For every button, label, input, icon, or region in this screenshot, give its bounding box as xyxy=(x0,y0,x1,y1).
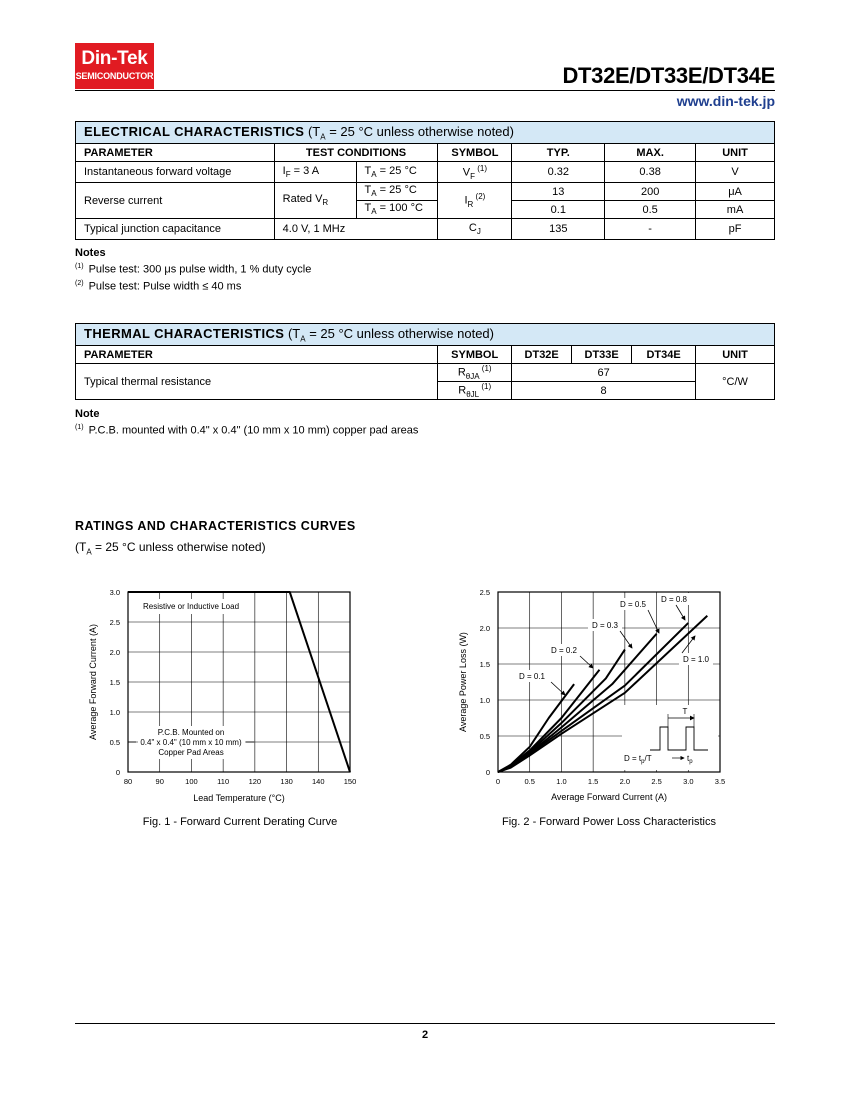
electrical-characteristics-table xyxy=(75,121,775,240)
fig1-annotation-pcb-line3: Copper Pad Areas xyxy=(158,748,224,757)
note-item: $^{(1)}$ Pulse test: 300 μs pulse width, 1 % duty cycle xyxy=(75,263,312,276)
fig2-label-d05: D = 0.5 xyxy=(619,600,647,609)
y-tick-label: 1.0 xyxy=(109,708,120,717)
x-tick-label: 3.0 xyxy=(683,777,694,786)
note-item: $^{(2)}$ Pulse test: Pulse width ≤ 40 ms xyxy=(75,279,242,293)
notes-heading: Notes xyxy=(75,247,106,259)
x-tick-label: 2.5 xyxy=(651,777,662,786)
y-tick-label: 2.5 xyxy=(479,588,490,597)
curves-section-subtitle: ($T_A = 25$ °C unless otherwise noted) xyxy=(75,540,266,557)
fig2-inset-tp-label: $t_p$ xyxy=(687,754,693,765)
fig1-annotation-pcb-line2: 0.4" x 0.4" (10 mm x 10 mm) xyxy=(140,738,242,747)
y-tick-label: 1.5 xyxy=(109,678,120,687)
y-tick-label: 1.0 xyxy=(479,696,490,705)
x-tick-label: 0 xyxy=(495,777,501,786)
fig2-label-d03: D = 0.3 xyxy=(591,621,619,630)
header-divider xyxy=(75,90,775,91)
thermal-table-header: PARAMETER SYMBOL DT32E DT33E DT34E UNIT xyxy=(76,346,775,364)
x-tick-label: 100 xyxy=(185,777,198,786)
note-item: $^{(1)}$ P.C.B. mounted with 0.4" x 0.4" (10 mm x 10 mm) copper pad areas xyxy=(75,424,419,437)
fig2-label-d08: D = 0.8 xyxy=(660,595,688,604)
y-tick-label: 1.5 xyxy=(479,660,490,669)
logo-wordmark: Din-Tek xyxy=(81,48,148,69)
x-tick-label: 2.0 xyxy=(619,777,631,786)
electrical-table-title: ELECTRICAL CHARACTERISTICS ($T_A = 25$ °C unless otherwise noted) xyxy=(76,122,775,144)
table-row: $T_A = 100$ °C 0.1 0.5 mA xyxy=(76,201,775,219)
page-number: 2 xyxy=(421,1029,429,1041)
fig2-caption: Fig. 2 - Forward Power Loss Characteristics xyxy=(502,816,716,828)
fig1-x-axis-label: Lead Temperature (°C) xyxy=(193,793,285,803)
fig2-inset-period-label: T xyxy=(682,707,688,716)
table-row: Reverse current Rated $V_R$ $T_A = 25$ °C $I_R$ $^{(2)}$ 13 200 μA xyxy=(76,183,775,201)
x-tick-label: 110 xyxy=(217,777,230,786)
y-tick-label: 2.0 xyxy=(109,648,120,657)
x-tick-label: 1.5 xyxy=(587,777,599,786)
x-tick-label: 1.0 xyxy=(556,777,567,786)
series-line-1 xyxy=(498,670,599,772)
table-row: $R_{\theta JL}$ $^{(1)}$ 8 xyxy=(76,382,775,400)
company-logo xyxy=(75,43,154,89)
fig1-annotation-pcb-line1: P.C.B. Mounted on xyxy=(157,728,225,737)
electrical-table-header: PARAMETER TEST CONDITIONS SYMBOL TYP. MAX. UNIT xyxy=(76,144,775,162)
fig2-inset xyxy=(622,705,718,770)
thermal-notes xyxy=(75,407,418,438)
table-row: Instantaneous forward voltage $I_F = 3$ A $T_A = 25$ °C $V_F$ $^{(1)}$ 0.32 0.38 V xyxy=(76,162,775,183)
y-tick-label: 0.5 xyxy=(479,732,490,741)
x-tick-label: 140 xyxy=(312,777,325,786)
x-tick-label: 3.5 xyxy=(714,777,726,786)
fig2-label-d10: D = 1.0 xyxy=(682,655,710,664)
fig1-annotation-load: Resistive or Inductive Load xyxy=(142,602,240,611)
fig2-power-loss-chart xyxy=(450,580,740,810)
series-line-0 xyxy=(498,684,574,772)
thermal-characteristics-table xyxy=(75,323,775,400)
y-tick-label: 2.5 xyxy=(109,618,120,627)
fig2-inset-duty-label: $D = t_p/T$ xyxy=(624,754,652,765)
fig1-y-axis-label: Average Forward Current (A) xyxy=(88,624,98,740)
part-number-title: DT32E/DT33E/DT34E xyxy=(562,63,775,88)
fig2-label-d01: D = 0.1 xyxy=(518,672,546,681)
x-tick-label: 150 xyxy=(343,777,357,786)
y-tick-label: 2.0 xyxy=(479,624,490,633)
fig2-y-axis-label: Average Power Loss (W) xyxy=(458,632,468,732)
x-tick-label: 130 xyxy=(280,777,293,786)
fig2-x-axis-label: Average Forward Current (A) xyxy=(551,792,667,802)
y-tick-label: 0 xyxy=(485,768,490,777)
y-tick-label: 0 xyxy=(115,768,120,777)
thermal-table-title: THERMAL CHARACTERISTICS ($T_A = 25$ °C unless otherwise noted) xyxy=(76,324,775,346)
x-tick-label: 80 xyxy=(123,777,133,786)
x-tick-label: 120 xyxy=(248,777,262,786)
website-link[interactable]: www.din-tek.jp xyxy=(676,93,775,109)
x-tick-label: 0.5 xyxy=(524,777,535,786)
table-row: Typical thermal resistance $R_{\theta JA}$ $^{(1)}$ 67 °C/W xyxy=(76,364,775,382)
footer-divider xyxy=(75,1023,775,1024)
y-tick-label: 3.0 xyxy=(109,588,120,597)
fig2-label-d02: D = 0.2 xyxy=(550,646,578,655)
fig1-caption: Fig. 1 - Forward Current Derating Curve xyxy=(142,816,338,828)
y-tick-label: 0.5 xyxy=(109,738,120,747)
table-row: Typical junction capacitance 4.0 V, 1 MHz $C_J$ 135 - pF xyxy=(76,219,775,240)
x-tick-label: 90 xyxy=(155,777,164,786)
logo-tagline: SEMICONDUCTOR xyxy=(75,71,154,81)
curves-section-title: RATINGS AND CHARACTERISTICS CURVES xyxy=(75,519,356,533)
electrical-notes xyxy=(75,246,311,293)
note-heading: Note xyxy=(75,408,100,420)
fig1-derating-chart xyxy=(80,580,380,810)
